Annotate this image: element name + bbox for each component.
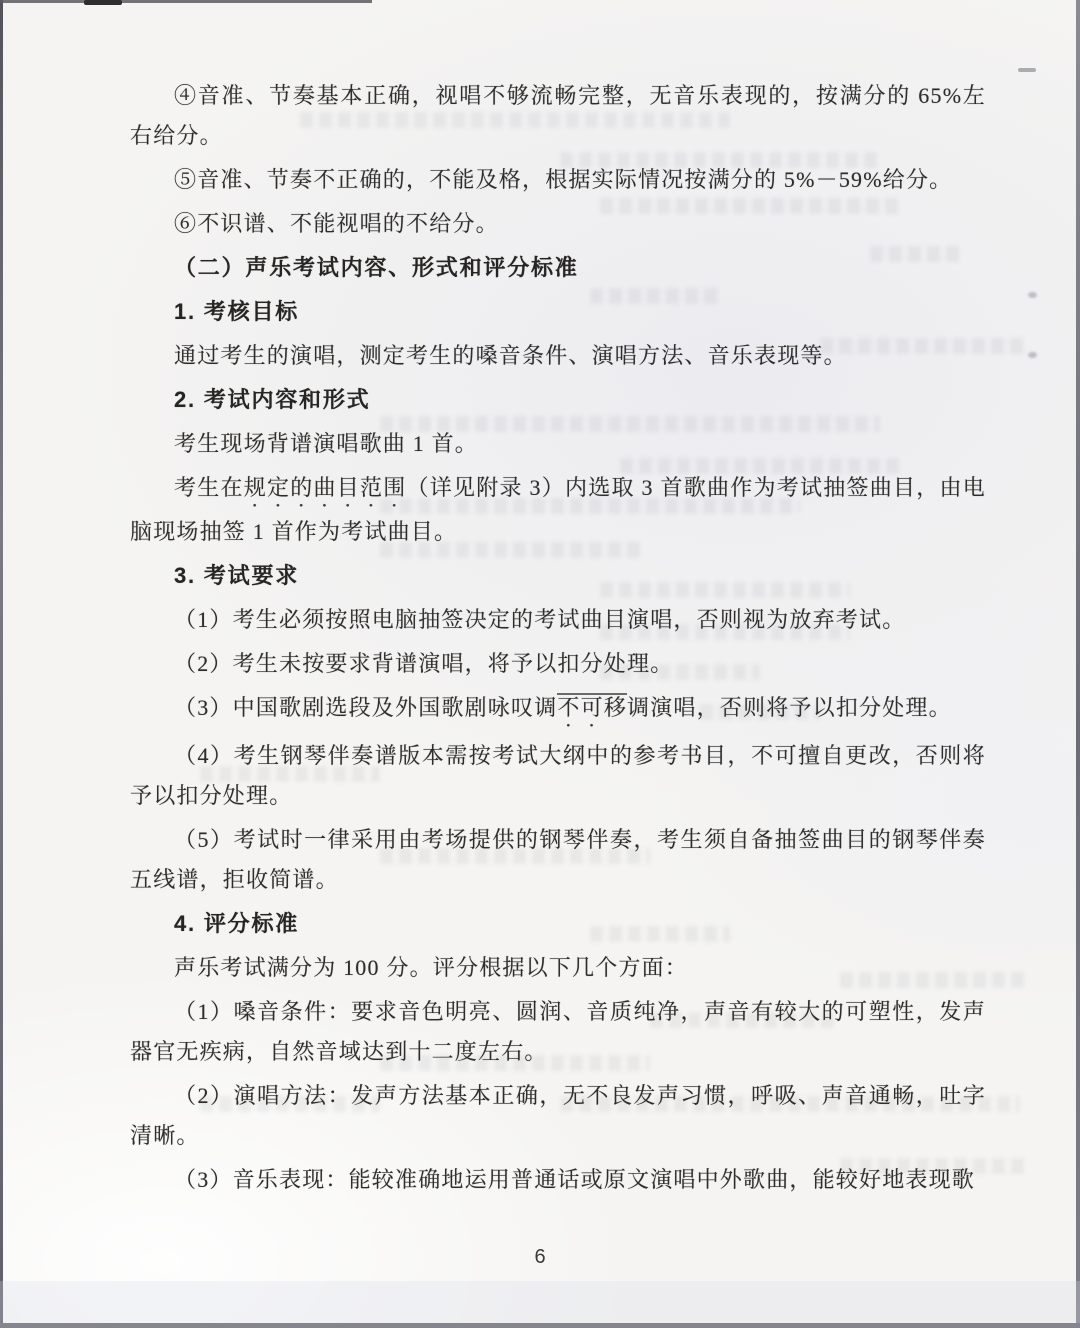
paragraph-requirement-2: （2）考生未按要求背谱演唱，将予以扣分处理。 (174, 651, 674, 676)
paragraph-requirement-5: （5）考试时一律采用由考场提供的钢琴伴奏，考生须自备抽签曲目的钢琴伴奏五线谱，拒收简谱。 (130, 827, 986, 892)
heading-scoring-standard: 4. 评分标准 (174, 911, 300, 936)
requirement-3-overline: 移 (603, 695, 628, 720)
requirement-3-pre: （3）中国歌剧选段及外国歌剧咏叹调 (174, 695, 558, 720)
heading-assessment-goal: 1. 考核目标 (174, 299, 300, 324)
scan-speck (1028, 292, 1037, 298)
repertoire-text-pre: 考生在 (174, 475, 244, 500)
repertoire-text-post: （详见附录 3）内选取 3 首歌曲作为考试抽签曲目，由电脑现场抽签 1 首作为考试曲目。 (130, 475, 986, 544)
scan-edge-top (0, 0, 372, 3)
heading-content-and-form: 2. 考试内容和形式 (174, 387, 371, 412)
paragraph-requirement-4: （4）考生钢琴伴奏谱版本需按考试大纲中的参考书目，不可擅自更改，否则将予以扣分处理。 (130, 743, 986, 808)
paragraph-repertoire-selection (130, 468, 986, 552)
paragraph-sightsinging-item4: ④音准、节奏基本正确，视唱不够流畅完整，无音乐表现的，按满分的 65%左右给分。 (130, 83, 986, 148)
scan-edge-bottom (0, 1323, 1080, 1328)
paragraph-sightsinging-item6: ⑥不识谱、不能视唱的不给分。 (174, 211, 499, 236)
paragraph-song-performance: 考生现场背谱演唱歌曲 1 首。 (174, 431, 479, 456)
scan-bottom-band (0, 1281, 1080, 1323)
heading-exam-requirements: 3. 考试要求 (174, 563, 300, 588)
scan-speck (1028, 352, 1037, 358)
document-body (130, 76, 986, 1204)
paragraph-sightsinging-item5: ⑤音准、节奏不正确的，不能及格，根据实际情况按满分的 5%－59%给分。 (174, 167, 953, 192)
paragraph-scoring-expression: （3）音乐表现：能较准确地运用普通话或原文演唱中外歌曲，能较好地表现歌 (174, 1167, 976, 1192)
paragraph-scoring-method: （2）演唱方法：发声方法基本正确，无不良发声习惯，呼吸、声音通畅，吐字清晰。 (130, 1083, 986, 1148)
heading-vocal-section: （二）声乐考试内容、形式和评分标准 (174, 255, 579, 280)
scan-edge-right (1076, 0, 1080, 1328)
requirement-3-post: 调演唱，否则将予以扣分处理。 (627, 695, 952, 720)
paragraph-scoring-intro: 声乐考试满分为 100 分。评分根据以下几个方面： (174, 955, 689, 980)
requirement-3-no-transpose-mark: 不可 (557, 695, 604, 720)
paragraph-requirement-1: （1）考生必须按照电脑抽签决定的考试曲目演唱，否则视为放弃考试。 (174, 607, 906, 632)
repertoire-emphasized-range: 规定的曲目范围 (243, 475, 407, 500)
paragraph-assessment-goal: 通过考生的演唱，测定考生的嗓音条件、演唱方法、音乐表现等。 (174, 343, 847, 368)
scan-speck (1018, 68, 1036, 72)
paragraph-scoring-voice: （1）嗓音条件：要求音色明亮、圆润、音质纯净，声音有较大的可塑性，发声器官无疾病，自然音域达到十二度左右。 (130, 999, 986, 1064)
page-number: 6 (534, 1246, 546, 1268)
scan-edge-left (0, 0, 3, 1328)
scan-corner-mark (84, 0, 122, 5)
paragraph-requirement-3 (130, 688, 986, 732)
